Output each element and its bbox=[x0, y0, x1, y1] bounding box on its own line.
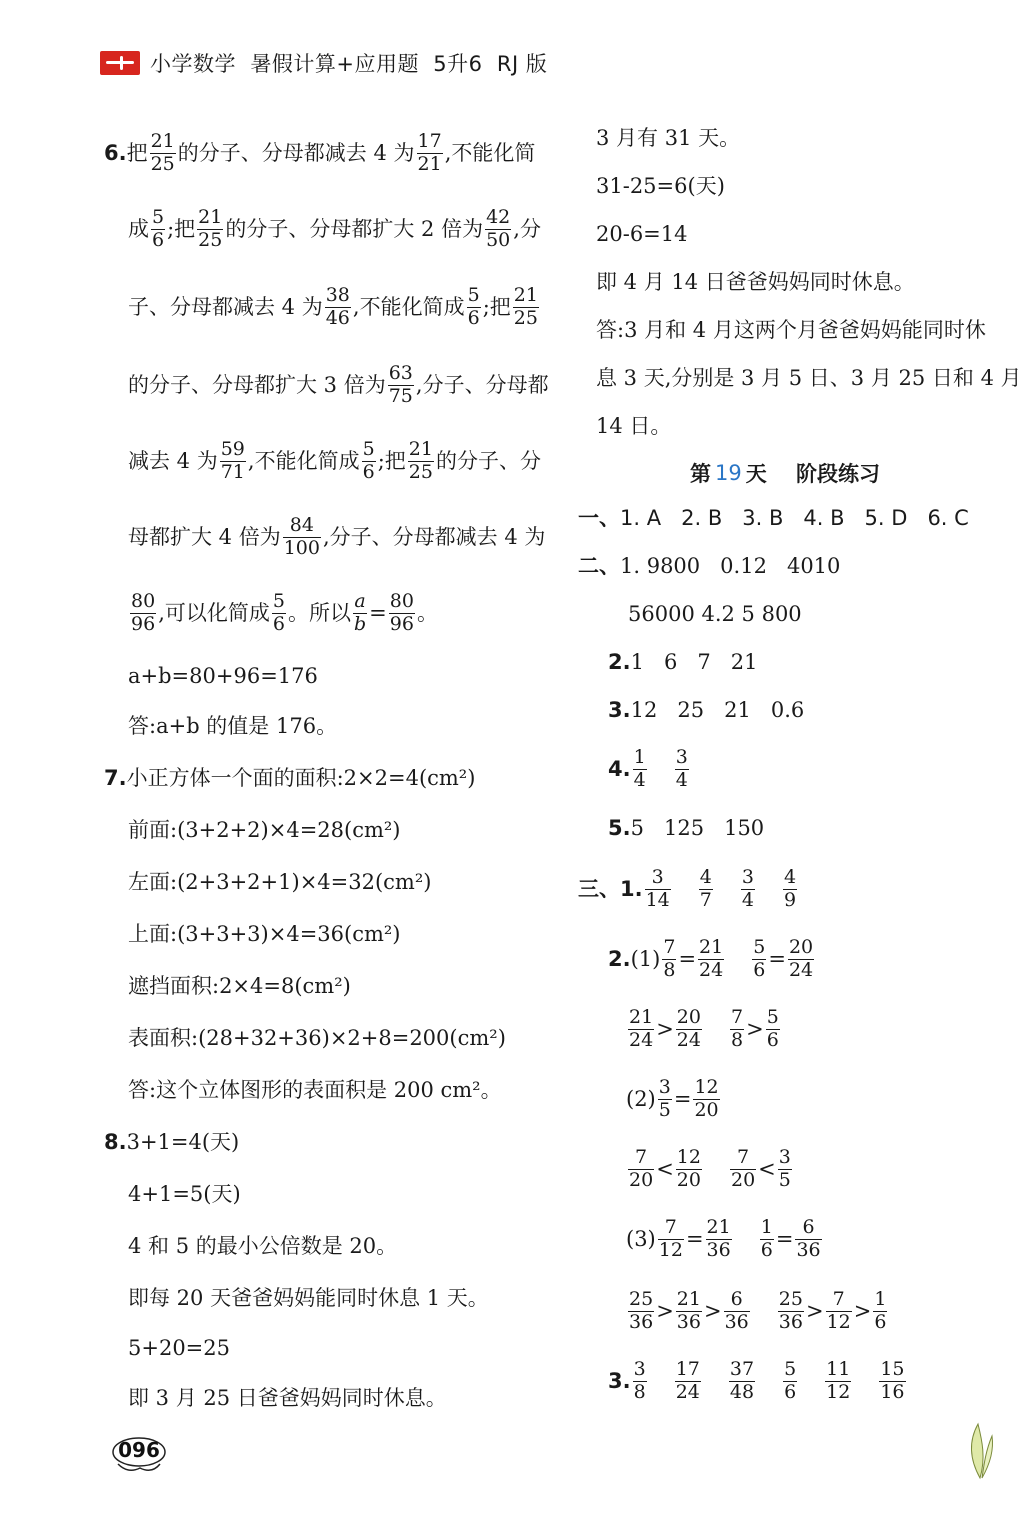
fraction: $\frac{25}{36}$ bbox=[778, 1288, 803, 1333]
part-3-q2-3a bbox=[626, 1218, 824, 1261]
fraction: $\frac{20}{24}$ bbox=[676, 1006, 701, 1051]
text: 12 25 21 0.6 bbox=[630, 698, 805, 722]
text: 子、分母都减去 4 为 bbox=[128, 294, 323, 319]
fraction: $\frac{5}{6}$ bbox=[467, 284, 480, 329]
q7-answer: 答:这个立体图形的表面积是 200 cm²。 bbox=[128, 1078, 502, 1102]
fraction: $\frac{4}{9}$ bbox=[783, 866, 797, 911]
q8-line-3: 4 和 5 的最小公倍数是 20。 bbox=[128, 1234, 398, 1258]
fraction: $\frac{21}{25}$ bbox=[513, 284, 538, 329]
fraction: $\frac{21}{24}$ bbox=[699, 936, 724, 981]
q8-line-2: 4+1=5(天) bbox=[128, 1182, 241, 1206]
fraction: $\frac{1}{6}$ bbox=[874, 1288, 887, 1333]
part-3-q2-3b bbox=[626, 1290, 889, 1333]
text: ;把 bbox=[377, 448, 406, 473]
part-3-q1 bbox=[578, 868, 799, 911]
text: 的分子、分母都扩大 2 倍为 bbox=[225, 216, 484, 241]
fraction: $\frac{15}{16}$ bbox=[880, 1358, 905, 1403]
text: ;把 bbox=[167, 216, 196, 241]
section-title bbox=[690, 458, 880, 488]
q6-line-8: a+b=80+96=176 bbox=[128, 664, 318, 688]
sub-label: (3) bbox=[626, 1226, 656, 1251]
less-than-sign: < bbox=[758, 1156, 776, 1181]
fraction: $\frac{3}{8}$ bbox=[633, 1358, 646, 1403]
cont-line-6: 息 3 天,分别是 3 月 5 日、3 月 25 日和 4 月 bbox=[596, 366, 1022, 390]
section-day-number: 19 bbox=[715, 461, 742, 485]
fraction: $\frac{a}{b}$ bbox=[353, 590, 367, 635]
text: 1. 9800 0.12 4010 bbox=[620, 554, 841, 578]
q7-line-4: 上面:(3+3+3)×4=36(cm²) bbox=[128, 922, 401, 946]
fraction: $\frac{6}{36}$ bbox=[724, 1288, 749, 1333]
part-2-q2 bbox=[608, 652, 757, 673]
part-3-q2-2a bbox=[626, 1078, 722, 1121]
section-title-prefix: 第 bbox=[690, 462, 711, 486]
fraction: $\frac{20}{24}$ bbox=[788, 936, 814, 981]
fraction: $\frac{5}{6}$ bbox=[753, 936, 766, 981]
equals-sign: = bbox=[685, 1226, 704, 1251]
fraction: $\frac{1}{6}$ bbox=[760, 1216, 773, 1261]
part-1-number: 一、 bbox=[578, 506, 620, 530]
part-3-number: 三、 bbox=[578, 876, 620, 901]
equals-sign: = bbox=[775, 1226, 794, 1251]
q8-line-1 bbox=[104, 1132, 239, 1153]
text: 。所以 bbox=[287, 600, 351, 625]
fraction: $\frac{5}{6}$ bbox=[362, 438, 375, 483]
text: 把 bbox=[126, 140, 148, 165]
fraction: $\frac{21}{24}$ bbox=[629, 1006, 654, 1051]
cont-line-3: 20-6=14 bbox=[596, 222, 688, 246]
fraction: $\frac{5}{6}$ bbox=[272, 590, 285, 635]
fraction: $\frac{21}{36}$ bbox=[706, 1216, 731, 1261]
equals-sign: = bbox=[768, 946, 786, 971]
q6-answer: 答:a+b 的值是 176。 bbox=[128, 714, 338, 738]
q-number: 5. bbox=[608, 816, 631, 840]
text: ,不能化简成 bbox=[247, 448, 360, 473]
fraction: $\frac{3}{14}$ bbox=[645, 866, 670, 911]
fraction: $\frac{12}{20}$ bbox=[694, 1076, 719, 1121]
q7-line-5: 遮挡面积:2×4=8(cm²) bbox=[128, 974, 351, 998]
greater-than-sign: > bbox=[656, 1016, 674, 1041]
fraction: $\frac{12}{20}$ bbox=[676, 1146, 701, 1191]
q7-line-1 bbox=[104, 768, 475, 789]
page-header bbox=[100, 48, 547, 78]
q8-line-6: 即 3 月 25 日爸爸妈妈同时休息。 bbox=[128, 1386, 447, 1410]
fraction: $\frac{21}{25}$ bbox=[408, 438, 433, 483]
fraction: $\frac{7}{12}$ bbox=[658, 1216, 683, 1261]
greater-than-sign: > bbox=[853, 1298, 872, 1323]
text: 母都扩大 4 倍为 bbox=[128, 524, 281, 549]
text: 的分子、分母都减去 4 为 bbox=[177, 140, 415, 165]
fraction: $\frac{7}{12}$ bbox=[826, 1288, 851, 1333]
fraction: $\frac{80}{96}$ bbox=[389, 590, 414, 635]
cont-line-5: 答:3 月和 4 月这两个月爸爸妈妈能同时休 bbox=[596, 318, 986, 342]
fraction: $\frac{21}{36}$ bbox=[676, 1288, 701, 1333]
part-1-line bbox=[578, 508, 969, 529]
text: 的分子、分 bbox=[435, 448, 541, 473]
fraction: $\frac{37}{48}$ bbox=[729, 1358, 755, 1403]
greater-than-sign: > bbox=[746, 1016, 764, 1041]
cont-line-4: 即 4 月 14 日爸爸妈妈同时休息。 bbox=[596, 270, 915, 294]
section-title-suffix: 天 阶段练习 bbox=[745, 462, 880, 486]
q6-line-4 bbox=[128, 364, 549, 407]
part-3-q3 bbox=[608, 1360, 908, 1403]
q7-line-2: 前面:(3+2+2)×4=28(cm²) bbox=[128, 818, 401, 842]
page-number: 096 bbox=[118, 1438, 160, 1462]
fraction: $\frac{17}{21}$ bbox=[417, 130, 442, 175]
q-number: 4. bbox=[608, 756, 631, 781]
cont-line-7: 14 日。 bbox=[596, 414, 672, 438]
q-number: 2. bbox=[608, 650, 631, 674]
fraction: $\frac{38}{46}$ bbox=[325, 284, 350, 329]
fraction: $\frac{7}{8}$ bbox=[663, 936, 676, 981]
fraction: $\frac{3}{4}$ bbox=[741, 866, 754, 911]
text: 1 6 7 21 bbox=[630, 650, 758, 674]
fraction: $\frac{80}{96}$ bbox=[131, 590, 156, 635]
text: 5 125 150 bbox=[630, 816, 765, 840]
plant-decoration-icon bbox=[960, 1420, 1000, 1480]
q8-number: 8. bbox=[104, 1130, 127, 1154]
fraction: $\frac{25}{36}$ bbox=[629, 1288, 654, 1333]
greater-than-sign: > bbox=[805, 1298, 824, 1323]
fraction: $\frac{7}{8}$ bbox=[730, 1006, 744, 1051]
fraction: $\frac{1}{4}$ bbox=[633, 746, 646, 791]
greater-than-sign: > bbox=[703, 1298, 722, 1323]
fraction: $\frac{3}{5}$ bbox=[658, 1076, 671, 1121]
fraction: $\frac{3}{5}$ bbox=[778, 1146, 791, 1191]
fraction: $\frac{59}{71}$ bbox=[220, 438, 245, 483]
q-number: 3. bbox=[608, 1368, 631, 1393]
part-2-q3 bbox=[608, 700, 804, 721]
text: ,可以化简成 bbox=[158, 600, 270, 625]
fraction: $\frac{5}{6}$ bbox=[784, 1358, 797, 1403]
fraction: $\frac{42}{50}$ bbox=[486, 206, 511, 251]
q6-line-6 bbox=[128, 516, 545, 559]
text: ,分 bbox=[513, 216, 541, 241]
part-2-q5 bbox=[608, 818, 764, 839]
part-1-answers: 1. A 2. B 3. B 4. B 5. D 6. C bbox=[620, 506, 969, 530]
fraction: $\frac{21}{25}$ bbox=[150, 130, 175, 175]
part-3-q2-1b bbox=[626, 1008, 782, 1051]
fraction: $\frac{11}{12}$ bbox=[826, 1358, 851, 1403]
q8-line-4: 即每 20 天爸爸妈妈能同时休息 1 天。 bbox=[128, 1286, 489, 1310]
page-number-badge bbox=[110, 1436, 168, 1476]
fraction: $\frac{3}{4}$ bbox=[675, 746, 688, 791]
brand-logo-icon bbox=[100, 51, 140, 75]
text: 成 bbox=[128, 216, 149, 241]
q6-line-5 bbox=[128, 440, 541, 483]
fraction: $\frac{5}{6}$ bbox=[152, 206, 165, 251]
text: ;把 bbox=[482, 294, 511, 319]
q7-number: 7. bbox=[104, 766, 127, 790]
header-title: 小学数学 暑假计算+应用题 5升6 RJ 版 bbox=[150, 52, 548, 76]
equals-sign: = bbox=[673, 1086, 692, 1111]
fraction: $\frac{17}{24}$ bbox=[675, 1358, 700, 1403]
part-3-q2-1a bbox=[608, 938, 816, 981]
q6-line-1 bbox=[104, 132, 535, 175]
q6-number: 6. bbox=[104, 140, 127, 165]
fraction: $\frac{63}{75}$ bbox=[388, 362, 413, 407]
q-number: 1. bbox=[620, 876, 643, 901]
q8-line-5: 5+20=25 bbox=[128, 1336, 230, 1360]
fraction: $\frac{4}{7}$ bbox=[699, 866, 712, 911]
text: 小正方体一个面的面积:2×2=4(cm²) bbox=[126, 766, 476, 790]
part-2-q1-line-1 bbox=[578, 556, 840, 577]
text: = bbox=[369, 600, 387, 625]
part-2-q4 bbox=[608, 748, 691, 791]
q7-line-6: 表面积:(28+32+36)×2+8=200(cm²) bbox=[128, 1026, 506, 1050]
text: ,不能化简成 bbox=[352, 294, 465, 319]
part-3-q2-2b bbox=[626, 1148, 794, 1191]
fraction: $\frac{7}{20}$ bbox=[730, 1146, 756, 1191]
fraction: $\frac{6}{36}$ bbox=[796, 1216, 821, 1261]
q-number: 2. bbox=[608, 946, 631, 971]
text: ,分子、分母都减去 4 为 bbox=[322, 524, 546, 549]
cont-line-2: 31-25=6(天) bbox=[596, 174, 725, 198]
text: ,分子、分母都 bbox=[415, 372, 549, 397]
greater-than-sign: > bbox=[656, 1298, 674, 1323]
fraction: $\frac{84}{100}$ bbox=[283, 514, 320, 559]
cont-line-1: 3 月有 31 天。 bbox=[596, 126, 741, 150]
text: 。 bbox=[416, 600, 438, 625]
fraction: $\frac{7}{20}$ bbox=[629, 1146, 654, 1191]
q6-line-2 bbox=[128, 208, 541, 251]
sub-label: (1) bbox=[630, 946, 661, 971]
text: 的分子、分母都扩大 3 倍为 bbox=[128, 372, 386, 397]
sub-label: (2) bbox=[626, 1086, 656, 1111]
less-than-sign: < bbox=[656, 1156, 674, 1181]
q-number: 3. bbox=[608, 698, 631, 722]
q6-line-7 bbox=[128, 592, 438, 635]
text: ,不能化简 bbox=[444, 140, 536, 165]
fraction: $\frac{5}{6}$ bbox=[766, 1006, 779, 1051]
q7-line-3: 左面:(2+3+2+1)×4=32(cm²) bbox=[128, 870, 432, 894]
text: 3+1=4(天) bbox=[126, 1130, 240, 1154]
fraction: $\frac{21}{25}$ bbox=[198, 206, 223, 251]
equals-sign: = bbox=[678, 946, 697, 971]
q6-line-3 bbox=[128, 286, 541, 329]
part-2-q1-line-2: 56000 4.2 5 800 bbox=[628, 602, 802, 626]
text: 减去 4 为 bbox=[128, 448, 218, 473]
part-2-number: 二、 bbox=[578, 554, 620, 578]
